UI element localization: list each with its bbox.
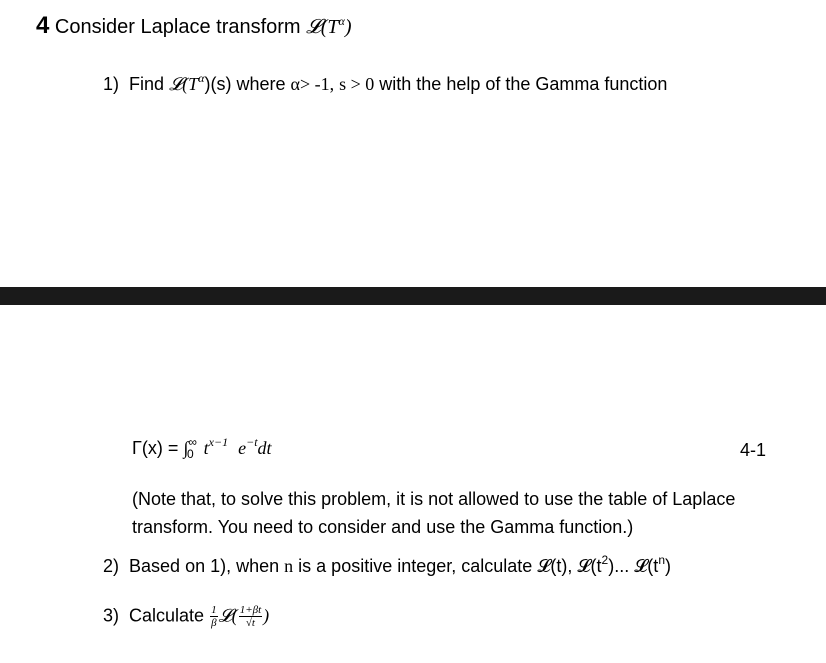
fraction-one-over-beta: $\frac{1}{\beta}$ — [211, 604, 217, 629]
note-paragraph: (Note that, to solve this problem, it is not allowed to use the table of Laplace transform. You need to consider and use the Gamma function.) — [132, 489, 736, 537]
question-3-text: Calculate — [129, 605, 205, 626]
question-1-text-c: with the help of the Gamma function — [379, 74, 668, 94]
fraction-one-plus-beta-t-over-root-t: $\frac{1+\beta t}{√t}$ — [239, 604, 262, 629]
problem-title — [36, 12, 351, 40]
question-2-label: 2) — [103, 556, 120, 576]
equation-number: 4-1 — [740, 440, 767, 460]
integrand-dt: dt — [257, 438, 272, 458]
integral-lower-limit: 0 — [186, 447, 194, 461]
laplace-expression: $𝓛(T^\alpha)$ — [306, 14, 352, 38]
question-3-close: ) — [263, 605, 270, 626]
question-1-s-condition: s > 0 — [339, 74, 375, 94]
question-1 — [103, 71, 668, 95]
question-2-text-b: is a positive integer, calculate — [298, 556, 533, 576]
gamma-function-definition — [132, 435, 272, 461]
question-2 — [103, 553, 671, 577]
problem-number: 4 — [36, 12, 50, 39]
question-1-text-b: where — [236, 74, 286, 94]
question-2-expr-1: 𝓛(t), — [537, 556, 573, 576]
redaction-bar — [0, 287, 826, 305]
integrand-exponent: x−1 — [208, 435, 229, 449]
integral-upper-limit: ∞ — [188, 435, 197, 449]
question-3-laplace-op: 𝓛( — [218, 605, 238, 626]
question-3 — [103, 604, 269, 629]
question-2-expr-n: $𝓛(t^n)$ — [634, 553, 671, 576]
integrand-e: e — [238, 438, 247, 458]
question-2-text-a: Based on 1), when — [129, 556, 280, 576]
question-3-label: 3) — [103, 605, 120, 626]
integrand-t: t — [203, 438, 209, 458]
question-1-label: 1) — [103, 74, 120, 94]
question-2-n: n — [284, 556, 294, 576]
question-1-alpha-condition: α> -1, — [290, 74, 335, 94]
question-1-expression-close: )(s) — [204, 74, 232, 94]
question-2-expr-2: $𝓛(t^2)$... — [577, 553, 630, 576]
integral-sign: ∫ — [183, 438, 189, 458]
question-1-text-a: Find — [129, 74, 165, 94]
question-1-expression: $𝓛(T^\alpha$ — [169, 71, 205, 94]
gamma-lhs: Γ(x) = — [132, 438, 179, 458]
problem-title-text: Consider Laplace transform — [54, 16, 301, 38]
integrand-e-exponent: −t — [246, 435, 258, 449]
